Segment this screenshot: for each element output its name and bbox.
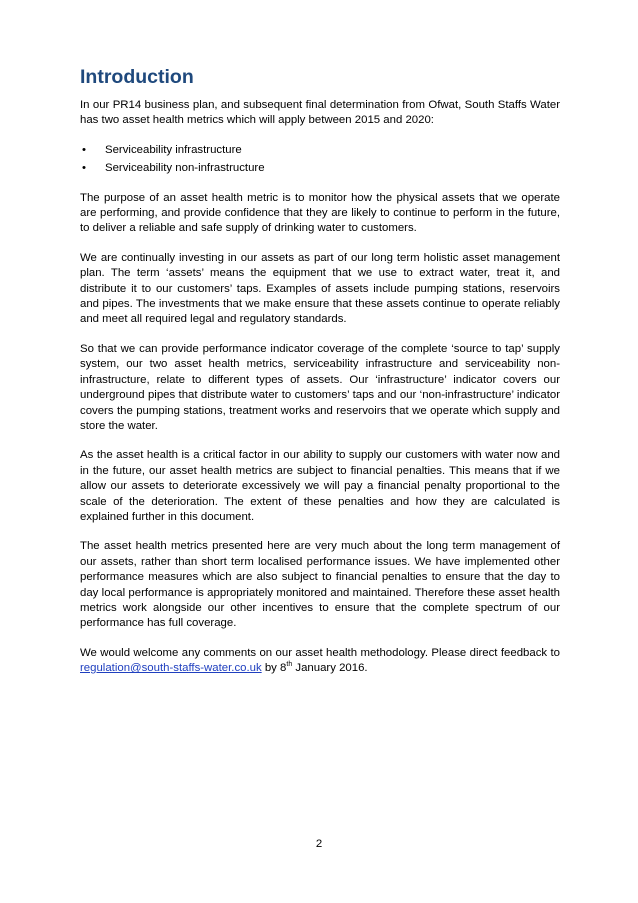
date-superscript: th: [286, 661, 293, 669]
email-link[interactable]: regulation@south-staffs-water.co.uk: [80, 662, 262, 675]
list-item: [80, 161, 560, 176]
feedback-date-end: January 2016.: [292, 662, 368, 675]
paragraph-investment: We are continually investing in our assets as part of our long term holistic asset management plan. The term ‘assets’ means the equipment that we use to extract water, treat it, and distribute it to our customers’ taps. Examples of assets include pumping stations, reservoirs and pipes. The investments that we make ensure that these assets continue to operate reliably and meet all required legal and regulatory standards.: [80, 251, 560, 326]
feedback-text: We would welcome any comments on our asset health methodology. Please direct feedback to: [80, 646, 560, 659]
paragraph-intro: In our PR14 business plan, and subsequent final determination from Ofwat, South Staffs Water has two asset health metrics which will apply between 2015 and 2020:: [80, 99, 560, 127]
document-body: [80, 98, 560, 691]
list-item-text: Serviceability non-infrastructure: [105, 162, 265, 175]
list-item: [80, 143, 560, 158]
paragraph-long-term: The asset health metrics presented here are very much about the long term management of our assets, rather than short term localised performance issues. We have implemented other performance measures which are also subject to financial penalties to ensure that the day to day local performance is appropriately monitored and maintained. Therefore these asset health metrics work alongside our other incentives to ensure that the complete spectrum of our performance has full coverage.: [80, 540, 560, 630]
section-heading: Introduction: [80, 66, 194, 88]
page-number: 2: [315, 838, 323, 850]
bullet-icon: •: [82, 143, 86, 156]
paragraph-coverage: So that we can provide performance indicator coverage of the complete ‘source to tap’ supply system, our two asset health metrics, serviceability infrastructure and serviceability non-infrastructure, relate to different types of assets. Our ‘infrastructure’ indicator covers our underground pipes that distribute water to customers’ taps and our ‘non-infrastructure’ indicator covers the pumping stations, treatment works and reservoirs that we operate which supply and store the water.: [80, 342, 560, 432]
paragraph-feedback: [80, 646, 560, 677]
paragraph-penalties: As the asset health is a critical factor in our ability to supply our customers with water now and in the future, our asset health metrics are subject to financial penalties. This means that if we allow our assets to deteriorate excessively we will pay a financial penalty proportional to the scale of the deterioration. The extent of these penalties and how they are calculated is explained further in this document.: [80, 449, 560, 523]
feedback-date: by 8: [261, 662, 287, 675]
bullet-icon: •: [82, 162, 86, 175]
paragraph-purpose: The purpose of an asset health metric is to monitor how the physical assets that we operate are performing, and provide confidence that they are likely to continue to perform in the future, to deliver a reliable and safe supply of drinking water to customers.: [80, 191, 560, 235]
list-item-text: Serviceability infrastructure: [105, 143, 242, 156]
metrics-list: [80, 143, 560, 177]
